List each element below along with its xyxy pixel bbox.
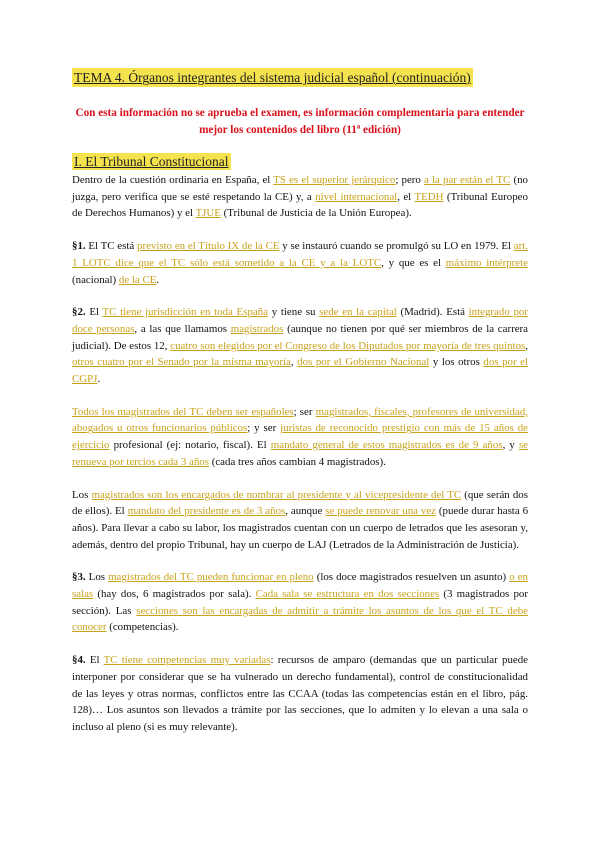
paragraph-text: (nacional) [72, 273, 119, 286]
highlighted-text: sede en la capital [319, 306, 397, 319]
highlighted-text: TEDH [414, 190, 444, 203]
paragraph-text: , aunque [285, 505, 326, 518]
paragraph-text: (aunque no tienen por qué ser miembros de la carrera judicial). De estos 12, [72, 322, 528, 352]
paragraph-text: , el [397, 190, 415, 203]
section-number: §1. [72, 240, 86, 253]
paragraph-text: (cada tres años cambian 4 magistrados). [208, 455, 386, 468]
paragraph-text: profesional (ej: notario, fiscal). El [109, 439, 271, 452]
paragraph-text: y se instauró cuando se promulgó su LO en 1979. El [279, 240, 514, 253]
highlighted-text: de la CE [118, 273, 157, 286]
highlighted-text: mandato del presidente es de 3 años [127, 505, 286, 518]
highlighted-text: TJUE [195, 207, 221, 220]
paragraph-text: Dentro de la cuestión ordinaria en España, el [72, 174, 274, 186]
highlighted-text: magistrados [230, 322, 284, 335]
highlighted-text: previsto en el Título IX de la CE [137, 240, 280, 253]
paragraph-text: (que serán dos de ellos). El [72, 488, 528, 518]
paragraph [72, 652, 528, 736]
section-heading: I. El Tribunal Constitucional [74, 154, 229, 169]
highlighted-text: TS es el superior jerárquico [273, 174, 396, 186]
highlighted-text: secciones son las encargadas de admitir a trámite los asuntos de los que el TC debe conocer [72, 604, 528, 634]
highlighted-text: dos por el Gobierno Nacional [297, 356, 430, 369]
highlighted-text: nivel internacional [315, 190, 398, 203]
paragraph-text: Los [72, 488, 92, 501]
highlighted-text: otros cuatro por el Senado por la misma mayoría [72, 356, 291, 369]
paragraph-text: Los [85, 571, 109, 584]
highlighted-text: se renueva por tercios cada 3 años [72, 439, 529, 468]
document-title: TEMA 4. Órganos integrantes del sistema judicial español (continuación) [74, 70, 471, 85]
section-number: §3. [72, 571, 86, 584]
paragraph-text: y los otros [429, 356, 484, 369]
paragraph-text: , y que es el [381, 256, 446, 269]
paragraph-text: (competencias). [106, 621, 179, 634]
highlighted-text: magistrados son los encargados de nombrar al presidente y al vicepresidente del TC [91, 488, 462, 501]
paragraph-text: (Tribunal Europeo de Derechos Humanos) y el [72, 190, 528, 220]
highlighted-text: juristas de reconocido prestigio con más de 15 años de ejercicio [72, 422, 529, 452]
highlighted-text: máximo intérprete [445, 256, 528, 269]
paragraph-text: (puede durar hasta 6 años). Para llevar a cabo su labor, los magistrados cuentan con un cuerpo de letrados que les asesoran y, además, dentro del propio Tribunal, hay un cuerpo de LAJ (Letrados de la Administración de Justicia). [72, 505, 529, 551]
paragraph [72, 172, 528, 222]
highlighted-text: dos por el CGPJ [72, 356, 529, 386]
paragraph-text: y tiene su [268, 306, 320, 319]
paragraph-text: (Madrid). Está [396, 306, 469, 319]
paragraph-text: , a las que llamamos [134, 322, 231, 335]
highlighted-text: mandato general de estos magistrados es de 9 años [270, 439, 503, 452]
paragraph-text: , y [502, 439, 519, 452]
paragraph-text: El TC está [85, 240, 137, 253]
highlighted-text: art. 1 LOTC dice que el TC sólo está sometido a la CE y a la LOTC [72, 240, 528, 269]
highlighted-text: magistrados, fiscales, profesores de universidad, abogados u otros funcionarios públicos [72, 405, 529, 435]
paragraph-text: . [97, 373, 101, 386]
highlighted-text: TC tiene competencias muy variadas [103, 654, 271, 667]
highlighted-text: cuatro son elegidos por el Congreso de los Diputados por mayoría de tres quintos [170, 339, 526, 352]
highlighted-text: Cada sala se estructura en dos secciones [255, 588, 440, 601]
paragraph-text: (Tribunal de Justicia de la Unión Europea). [220, 207, 412, 220]
highlighted-text: o en salas [72, 571, 528, 601]
paragraph [72, 238, 528, 288]
document-body [72, 172, 528, 736]
highlighted-text: a la par están el TC [424, 174, 511, 186]
paragraph-text: , [525, 339, 528, 352]
highlighted-text: se puede renovar una vez [325, 505, 436, 518]
warning-note: Con esta información no se aprueba el examen, es información complementaria para entender mejor los contenidos del libro (11ª edición) [75, 107, 525, 136]
paragraph-text: ; pero [395, 174, 425, 186]
paragraph [72, 569, 528, 636]
highlighted-text: TC tiene jurisdicción en toda España [102, 306, 269, 319]
paragraph-text: (no juzga, pero verifica que se esté respetando la CE) y, a [72, 174, 528, 203]
paragraph-text: El [85, 306, 103, 319]
paragraph-text: (los doce magistrados resuelven un asunto) [313, 571, 510, 584]
paragraph-text: El [85, 654, 104, 667]
paragraph-text: , [290, 356, 298, 369]
paragraph [72, 304, 528, 388]
paragraph [72, 404, 528, 471]
paragraph-text: (hay dos, 6 magistrados por sala). [93, 588, 256, 601]
paragraph [72, 487, 528, 554]
paragraph-text: ; ser [293, 405, 316, 418]
highlighted-text: magistrados del TC pueden funcionar en pleno [108, 571, 314, 584]
paragraph-text: (3 magistrados por sección). Las [72, 588, 528, 617]
paragraph-text: . [156, 273, 160, 286]
highlighted-text: integrado por doce personas [72, 306, 529, 335]
paragraph-text: : recursos de amparo (demandas que un particular puede interponer por considerar que se ha vulnerado un derecho fundamental), control de constitucionalidad de las leyes y otras normas, conflictos entre las CCAA (todas las competencias están en el libro, pág. 128)… Los asuntos son llevados a trámite por las secciones, que lo admiten y lo elevan a una sala o incluso al pleno (si es muy relevante). [72, 654, 528, 733]
section-number: §2. [72, 306, 86, 319]
section-number: §4. [72, 654, 86, 667]
paragraph-text: ; y ser [247, 422, 281, 435]
highlighted-text: Todos los magistrados del TC deben ser españoles [72, 405, 294, 418]
